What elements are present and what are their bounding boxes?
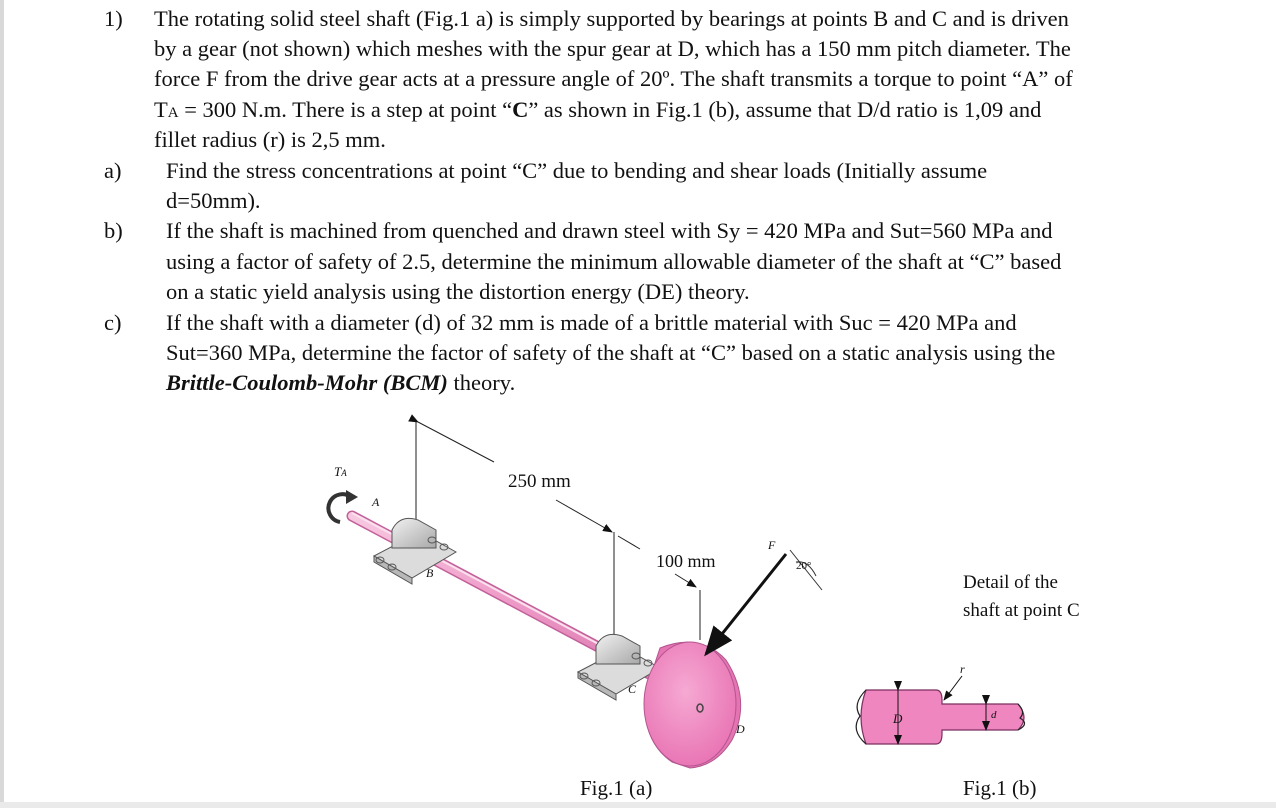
- bold-point-c: C: [512, 97, 529, 122]
- label-pressure-angle: 20°: [796, 560, 812, 572]
- part-b-line-2: using a factor of safety of 2.5, determine the minimum allowable diameter of the shaft at “C” based: [166, 249, 1062, 274]
- part-a-line-1: Find the stress concentrations at point “C” due to bending and shear loads (Initially assume: [166, 158, 988, 183]
- part-a-label: a): [104, 158, 122, 183]
- dim-250-label: 250 mm: [508, 471, 571, 492]
- label-b: B: [426, 566, 434, 580]
- line4-text-b: ” as shown in Fig.1 (b), assume that D/d ratio is 1,09 and: [528, 97, 1042, 122]
- torque-symbol: T: [154, 97, 168, 122]
- detail-caption-line-2: shaft at point C: [963, 600, 1080, 621]
- line4-text-a: = 300 N.m. There is a step at point “: [178, 97, 513, 122]
- problem-line-2: by a gear (not shown) which meshes with the spur gear at D, which has a 150 mm pitch diameter. The: [154, 36, 1071, 61]
- shaft-step-detail: [856, 676, 1024, 744]
- part-b-line-1: If the shaft is machined from quenched and drawn steel with Sy = 420 MPa and Sut=560 MPa and: [166, 218, 1053, 243]
- label-a: A: [372, 495, 380, 509]
- label-f: F: [768, 538, 776, 552]
- figure-caption-a: Fig.1 (a): [580, 776, 653, 800]
- label-c: C: [628, 682, 637, 696]
- dim-100-line-left: [618, 536, 640, 549]
- label-ta-t: T: [334, 464, 342, 479]
- part-b-label: b): [104, 218, 123, 243]
- problem-line-3: force F from the drive gear acts at a pressure angle of 20º. The shaft transmits a torque to point “A” of: [154, 66, 1073, 91]
- torque-subscript: A: [167, 105, 179, 121]
- detail-label-big-d: D: [893, 711, 903, 726]
- dim-100-label: 100 mm: [656, 551, 716, 571]
- part-c-line-1: If the shaft with a diameter (d) of 32 mm is made of a brittle material with Suc = 420 MPa and: [166, 310, 1017, 335]
- part-c-line-3-rest: theory.: [447, 370, 516, 395]
- part-b-line-3: on a static yield analysis using the distortion energy (DE) theory.: [166, 279, 750, 304]
- detail-label-small-d: d: [991, 709, 997, 721]
- spur-gear-d: [644, 642, 741, 768]
- problem-line-1: The rotating solid steel shaft (Fig.1 a) is simply supported by bearings at points B and C and is driven: [154, 6, 1069, 31]
- label-d: D: [736, 722, 745, 736]
- figure-caption-b: Fig.1 (b): [963, 776, 1037, 800]
- bcm-theory-name: Brittle-Coulomb-Mohr (BCM): [166, 370, 448, 395]
- detail-caption-line-1: Detail of the: [963, 572, 1058, 593]
- detail-label-r: r: [960, 662, 965, 676]
- part-a-line-2: d=50mm).: [166, 188, 261, 213]
- label-ta: [334, 464, 347, 480]
- dim-100-line-right: [675, 574, 696, 587]
- dim-250-line-left: [418, 422, 494, 462]
- part-c-label: c): [104, 310, 122, 335]
- torque-arrowhead: [346, 490, 358, 504]
- problem-line-5: fillet radius (r) is 2,5 mm.: [154, 127, 386, 152]
- dim-250-line-right: [556, 500, 612, 532]
- part-c-line-2: Sut=360 MPa, determine the factor of safety of the shaft at “C” based on a static analysis using the: [166, 340, 1056, 365]
- problem-number: 1): [104, 6, 123, 31]
- force-f-arrow: [706, 554, 786, 654]
- page-bottom-edge: [0, 802, 1276, 808]
- label-ta-sub: A: [341, 468, 347, 478]
